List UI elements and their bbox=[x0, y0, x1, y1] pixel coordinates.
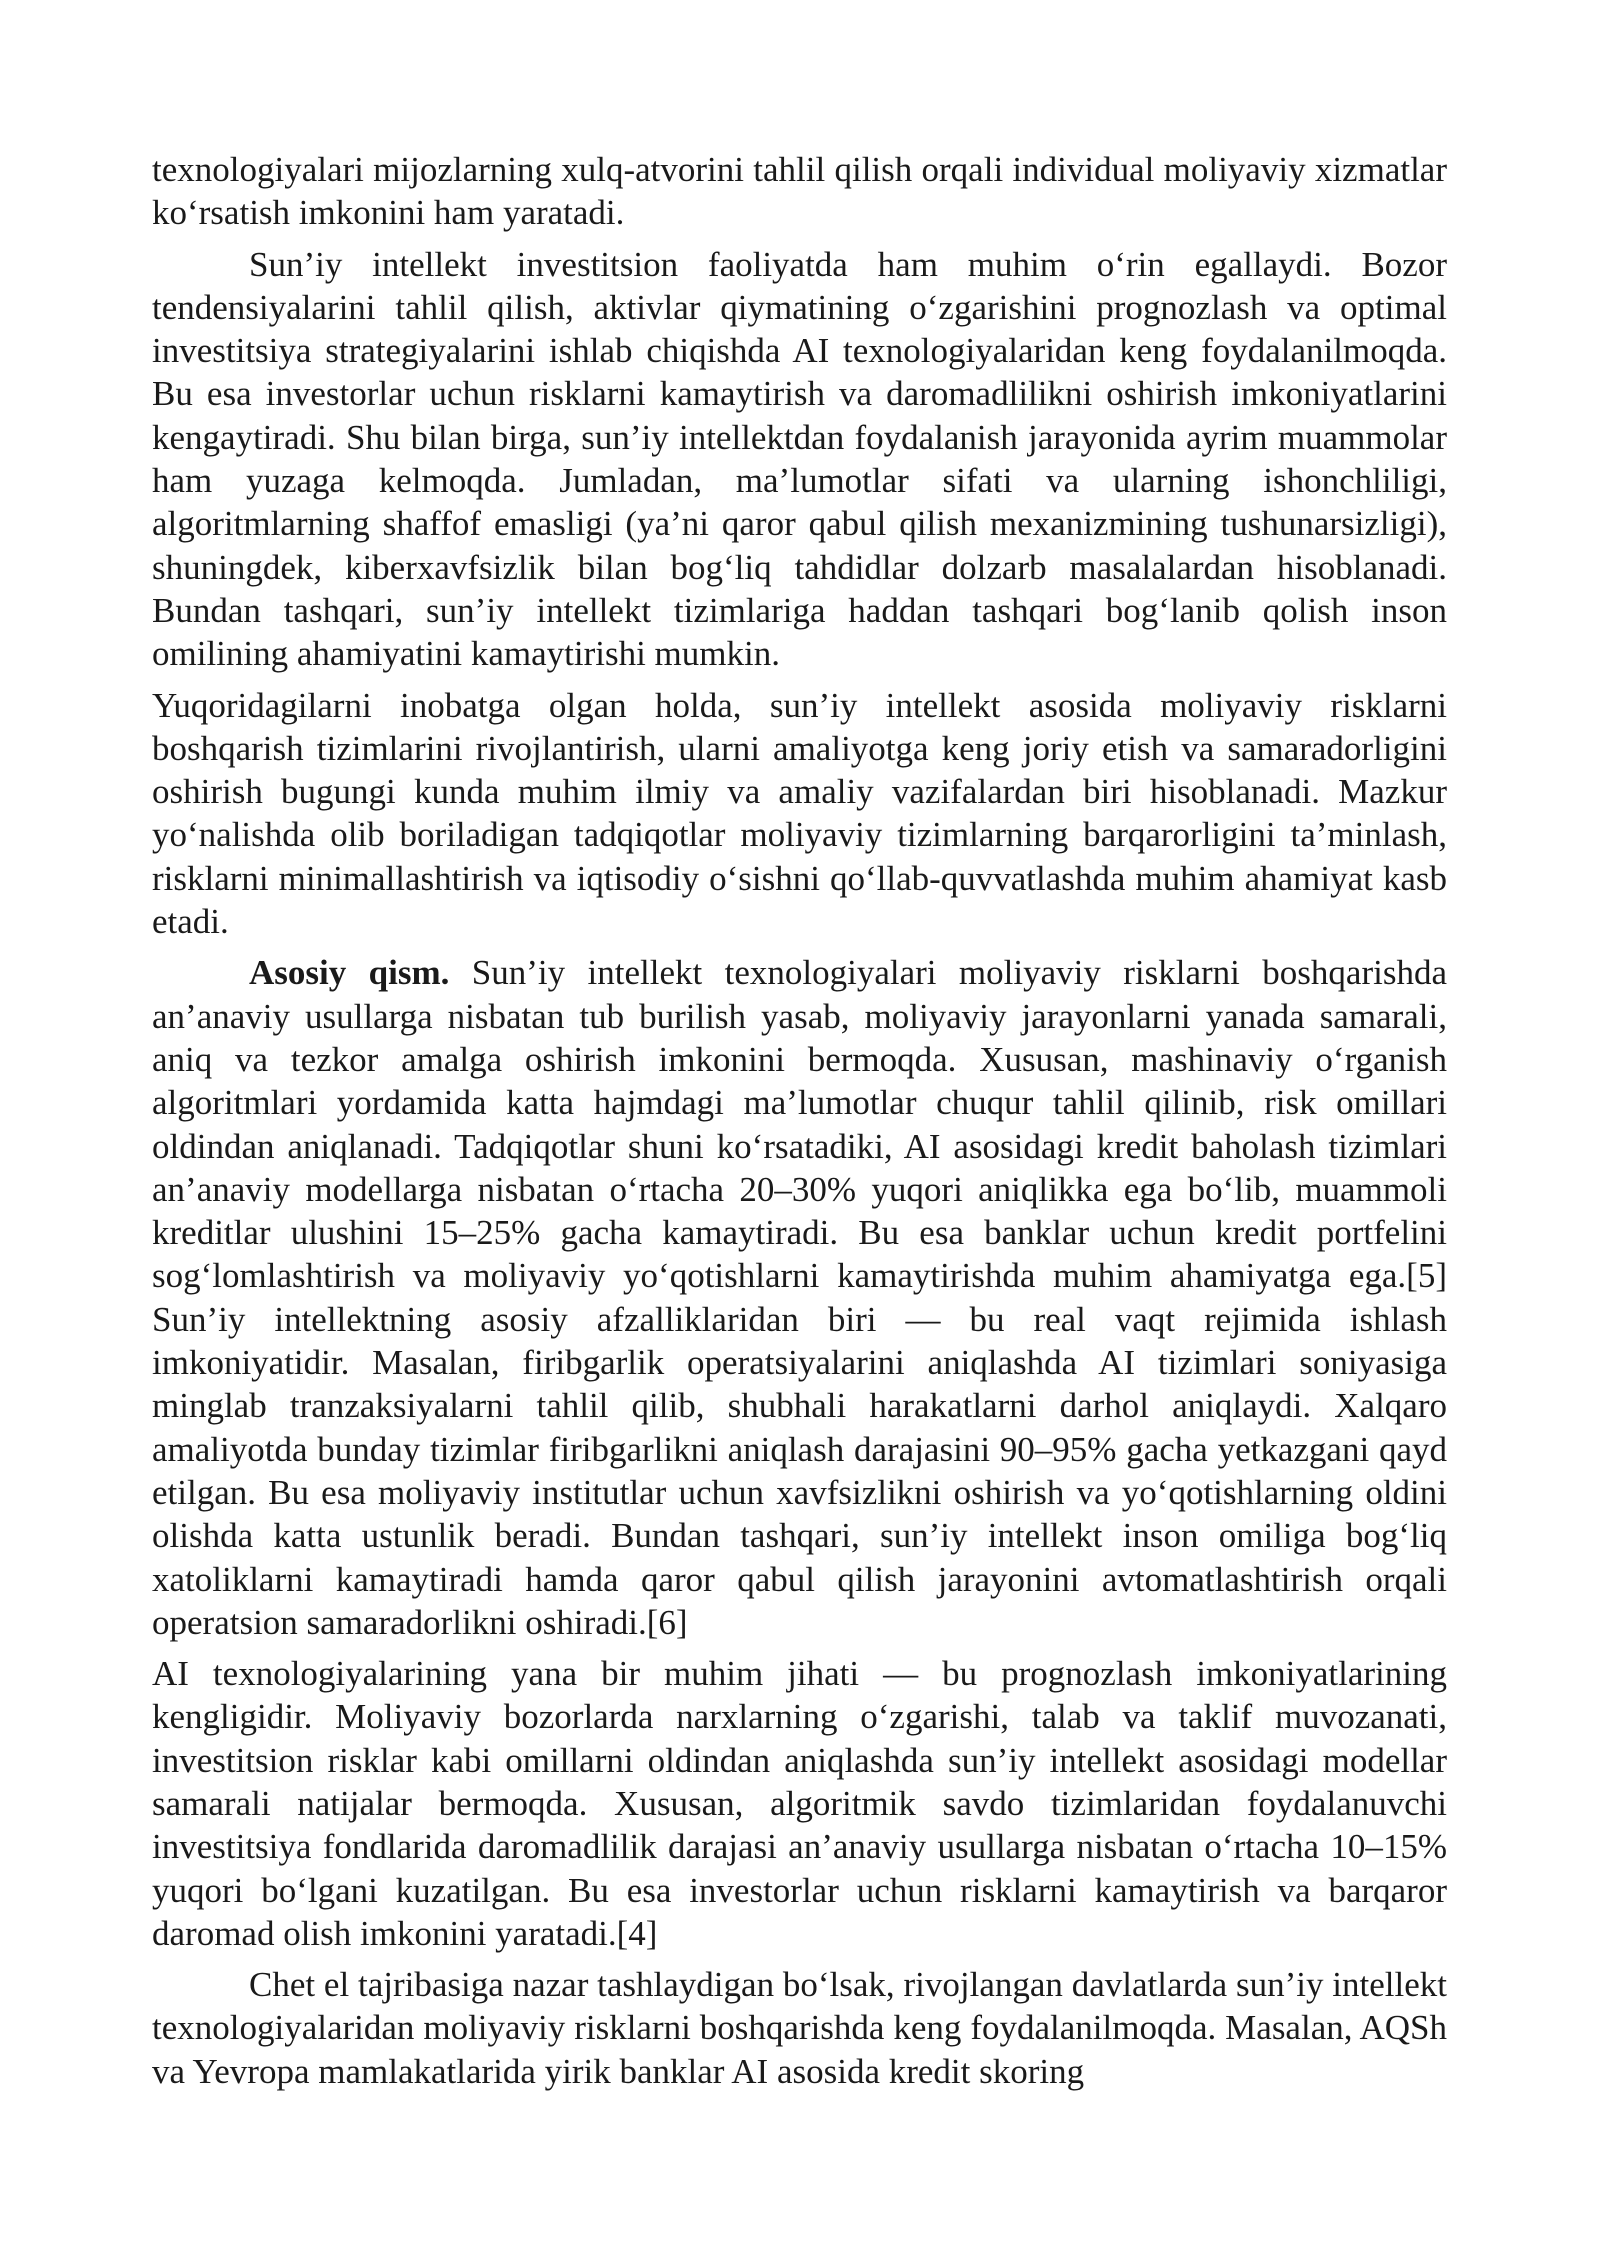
paragraph-1 bbox=[152, 148, 1447, 235]
paragraph-2-text: Sun’iy intellekt investitsion faoliyatda ham muhim o‘rin egallaydi. Bozor tendensiyalarini tahlil qilish, aktivlar qiymatining o‘zgarishini prognozlash va optimal investitsiya strategiyalarini ishlab chiqishda AI texnologiyalaridan keng foydalanilmoqda. Bu esa investorlar uchun risklarni kamaytirish va daromadlilikni oshirish imkoniyatlarini kengaytiradi. Shu bilan birga, sun’iy intellektdan foydalanish jarayonida ayrim muammolar ham yuzaga kelmoqda. Jumladan, ma’lumotlar sifati va ularning ishonchliligi, algoritmlarning shaffof emasligi (ya’ni qaror qabul qilish mexanizmining tushunarsizligi), shuningdek, kiberxavfsizlik bilan bog‘liq tahdidlar dolzarb masalalardan hisoblanadi. Bundan tashqari, sun’iy intellekt tizimlariga haddan tashqari bog‘lanib qolish inson omilining ahamiyatini kamaytirishi mumkin. bbox=[152, 244, 1447, 674]
document-page bbox=[152, 148, 1447, 2101]
paragraph-2 bbox=[152, 243, 1447, 676]
paragraph-1-text: texnologiyalari mijozlarning xulq-atvorini tahlil qilish orqali individual moliyaviy xizmatlar ko‘rsatish imkonini ham yaratadi. bbox=[152, 150, 1447, 233]
paragraph-4-text: Sun’iy intellekt texnologiyalari moliyaviy risklarni boshqarishda an’anaviy usullarga nisbatan tub burilish yasab, moliyaviy jarayonlarni yanada samarali, aniq va tezkor amalga oshirish imkonini bermoqda. Xususan, mashinaviy o‘rganish algoritmlari yordamida katta hajmdagi ma’lumotlar chuqur tahlil qilinib, risk omillari oldindan aniqlanadi. Tadqiqotlar shuni ko‘rsatadiki, AI asosidagi kredit baholash tizimlari an’anaviy modellarga nisbatan o‘rtacha 20–30% yuqori aniqlikka ega bo‘lib, muammoli kreditlar ulushini 15–25% gacha kamaytiradi. Bu esa banklar uchun kredit portfelini sog‘lomlashtirish va moliyaviy yo‘qotishlarni kamaytirishda muhim ahamiyatga ega.[5] Sun’iy intellektning asosiy afzalliklaridan biri — bu real vaqt rejimida ishlash imkoniyatidir. Masalan, firibgarlik operatsiyalarini aniqlashda AI tizimlari soniyasiga minglab tranzaksiyalarni tahlil qilib, shubhali harakatlarni darhol aniqlaydi. Xalqaro amaliyotda bunday tizimlar firibgarlikni aniqlash darajasini 90–95% gacha yetkazgani qayd etilgan. Bu esa moliyaviy institutlar uchun xavfsizlikni oshirish va yo‘qotishlarning oldini olishda katta ustunlik beradi. Bundan tashqari, sun’iy intellekt inson omiliga bog‘liq xatoliklarni kamaytiradi hamda qaror qabul qilish jarayonini avtomatlashtirish orqali operatsion samaradorlikni oshiradi.[6] bbox=[152, 953, 1447, 1642]
paragraph-3 bbox=[152, 684, 1447, 944]
section-heading-main-part: Asosiy qism. bbox=[249, 953, 450, 993]
paragraph-5-text: AI texnologiyalarining yana bir muhim jihati — bu prognozlash imkoniyatlarining kengligidir. Moliyaviy bozorlarda narxlarning o‘zgarishi, talab va taklif muvozanati, investitsion risklar kabi omillarni oldindan aniqlashda sun’iy intellekt asosidagi modellar samarali natijalar bermoqda. Xususan, algoritmik savdo tizimlaridan foydalanuvchi investitsiya fondlarida daromadlilik darajasi an’anaviy usullarga nisbatan o‘rtacha 10–15% yuqori bo‘lgani kuzatilgan. Bu esa investorlar uchun risklarni kamaytirish va barqaror daromad olish imkonini yaratadi.[4] bbox=[152, 1654, 1447, 1953]
paragraph-4 bbox=[152, 951, 1447, 1644]
paragraph-6 bbox=[152, 1963, 1447, 2093]
paragraph-6-text: Chet el tajribasiga nazar tashlaydigan bo‘lsak, rivojlangan davlatlarda sun’iy intellekt texnologiyalaridan moliyaviy risklarni boshqarishda keng foydalanilmoqda. Masalan, AQSh va Yevropa mamlakatlarida yirik banklar AI asosida kredit skoring bbox=[152, 1965, 1447, 2091]
paragraph-5 bbox=[152, 1652, 1447, 1955]
paragraph-3-text: Yuqoridagilarni inobatga olgan holda, sun’iy intellekt asosida moliyaviy risklarni boshqarish tizimlarini rivojlantirish, ularni amaliyotga keng joriy etish va samaradorligini oshirish bugungi kunda muhim ilmiy va amaliy vazifalardan biri hisoblanadi. Mazkur yo‘nalishda olib boriladigan tadqiqotlar moliyaviy tizimlarning barqarorligini ta’minlash, risklarni minimallashtirish va iqtisodiy o‘sishni qo‘llab-quvvatlashda muhim ahamiyat kasb etadi. bbox=[152, 685, 1447, 942]
